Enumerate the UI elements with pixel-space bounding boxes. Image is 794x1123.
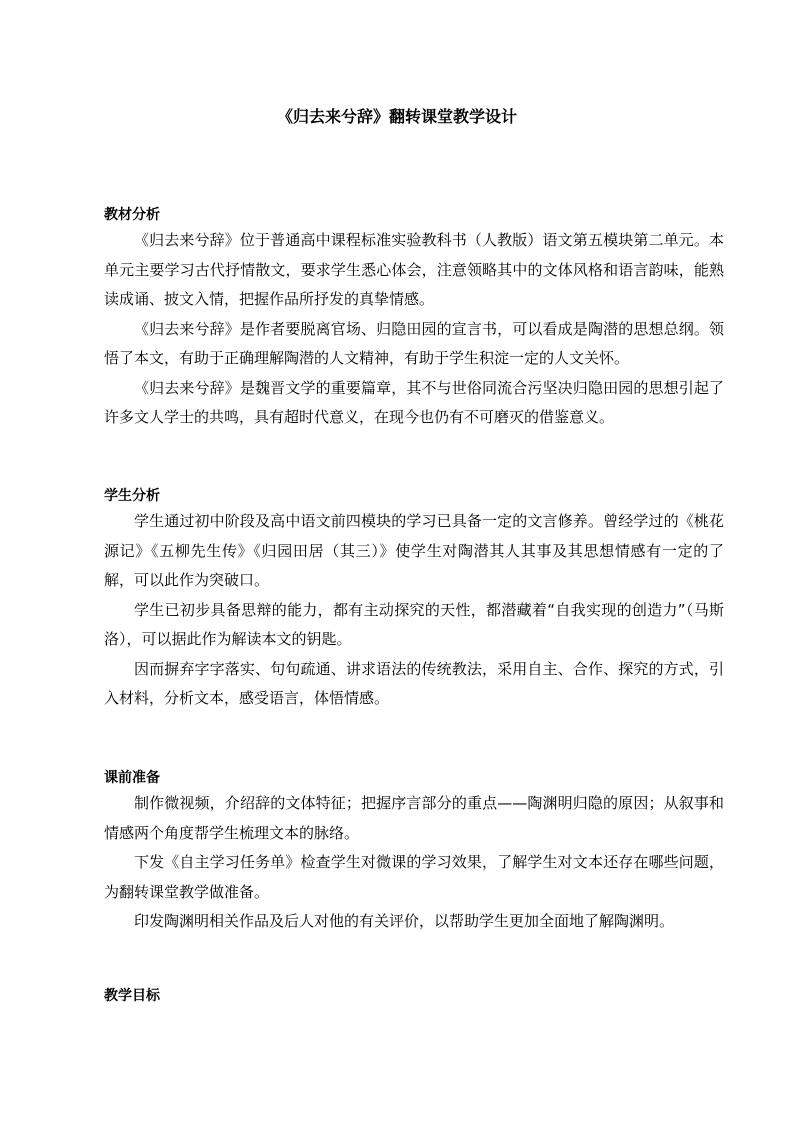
paragraph: 《归去来兮辞》是作者要脱离官场、归隐田园的宣言书，可以看成是陶潜的思想总纲。领悟了本文，有助于正确理解陶潜的人文精神，有助于学生积淀一定的人文关怀。 xyxy=(104,319,724,367)
section-heading: 课前准备 xyxy=(104,770,160,786)
paragraph: 因而摒弃字字落实、句句疏通、讲求语法的传统教法，采用自主、合作、探究的方式，引入材料，分析文本，感受语言，体悟情感。 xyxy=(104,659,724,707)
section-textbook-analysis xyxy=(104,204,724,433)
section-heading: 教学目标 xyxy=(104,988,160,1004)
paragraph: 下发《自主学习任务单》检查学生对微课的学习效果，了解学生对文本还存在哪些问题，为翻转课堂教学做准备。 xyxy=(104,853,724,901)
section-heading: 学生分析 xyxy=(104,488,160,504)
paragraph: 《归去来兮辞》位于普通高中课程标准实验教科书（人教版）语文第五模块第二单元。本单元主要学习古代抒情散文，要求学生悉心体会，注意领略其中的文体风格和语言韵味，能熟读成诵、披文入情，把握作品所抒发的真挚情感。 xyxy=(104,231,724,308)
section-student-analysis xyxy=(104,485,724,714)
section-teaching-goals xyxy=(104,985,724,1007)
paragraph: 制作微视频，介绍辞的文体特征；把握序言部分的重点——陶渊明归隐的原因；从叙事和情感两个角度帮学生梳理文本的脉络。 xyxy=(104,794,724,842)
page-title: 《归去来兮辞》翻转课堂教学设计 xyxy=(276,107,517,126)
section-heading: 教材分析 xyxy=(104,207,160,223)
paragraph: 学生已初步具备思辩的能力，都有主动探究的天性，都潜藏着“自我实现的创造力”（马斯洛），可以据此作为解读本文的钥匙。 xyxy=(104,600,724,648)
paragraph: 学生通过初中阶段及高中语文前四模块的学习已具备一定的文言修养。曾经学过的《桃花源记》《五柳先生传》《归园田居（其三）》使学生对陶潜其人其事及其思想情感有一定的了解，可以此作为突破口。 xyxy=(104,512,724,589)
paragraph: 《归去来兮辞》是魏晋文学的重要篇章，其不与世俗同流合污坚决归隐田园的思想引起了许多文人学士的共鸣，具有超时代意义，在现今也仍有不可磨灭的借鉴意义。 xyxy=(104,378,724,426)
paragraph: 印发陶渊明相关作品及后人对他的有关评价，以帮助学生更加全面地了解陶渊明。 xyxy=(134,912,675,930)
section-pre-class-preparation xyxy=(104,767,724,937)
